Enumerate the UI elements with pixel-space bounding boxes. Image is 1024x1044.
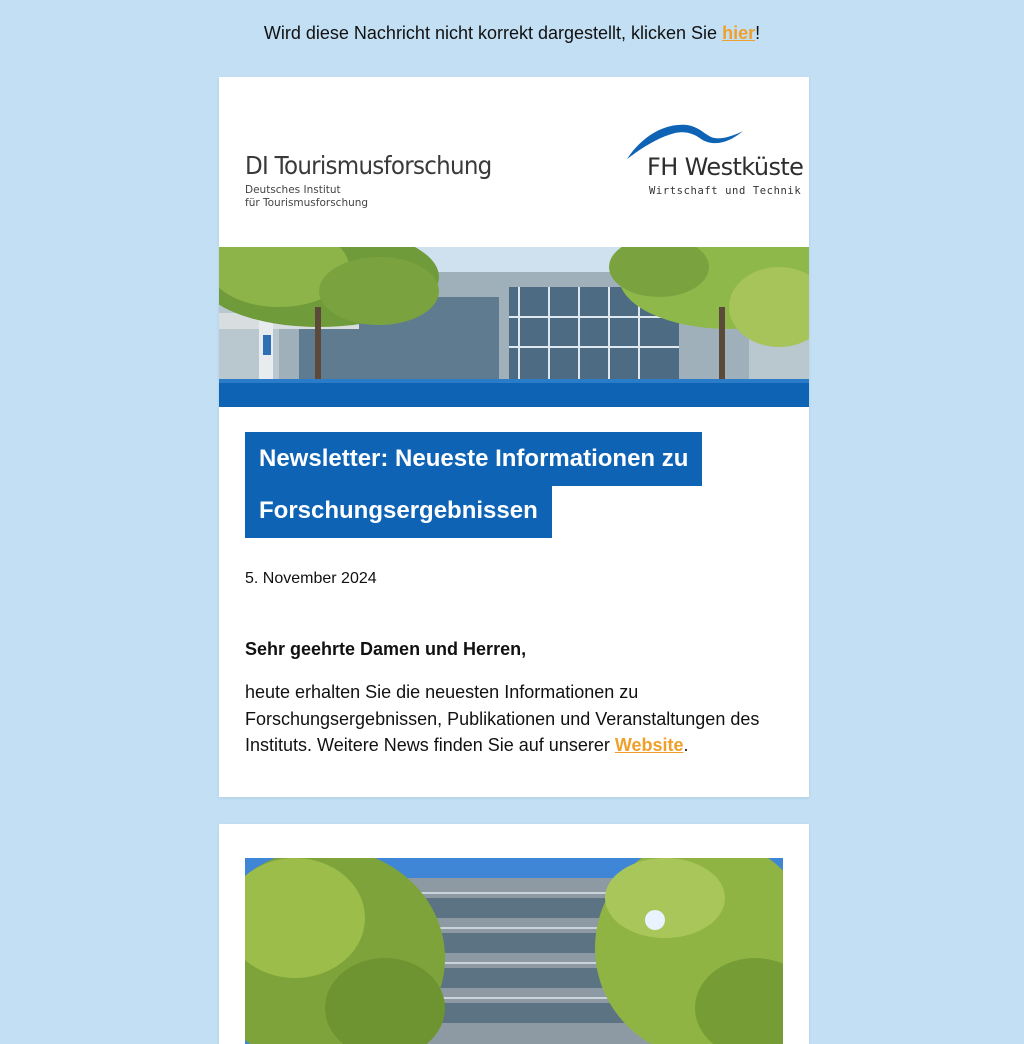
fh-logo-subline: Wirtschaft und Technik [649,185,802,197]
preheader-suffix: ! [755,23,761,43]
intro-suffix: . [683,735,689,755]
newsletter-card [219,77,809,797]
campus-building-photo [245,858,783,1044]
intro-paragraph [245,679,785,759]
newsletter-date: 5. November 2024 [245,570,377,587]
preheader [0,20,1024,46]
fh-westkueste-logo [625,121,804,201]
website-link[interactable]: Website [614,735,684,755]
title-line-1: Newsletter: Neueste Informationen zu [245,432,702,486]
fh-logo-name: FH Westküste [647,153,804,181]
di-logo-subline1: Deutsches Institut [245,184,341,196]
campus-banner-image [219,247,809,407]
preheader-text: Wird diese Nachricht nicht korrekt dargestellt, klicken Sie [263,23,723,43]
di-logo-name: DI Tourismusforschung [245,151,492,180]
article-card [219,824,809,1044]
greeting: Sehr geehrte Damen und Herren, [245,639,527,659]
view-in-browser-link[interactable]: hier [722,23,756,43]
di-logo-subline2: für Tourismusforschung [245,197,369,209]
di-tourismusforschung-logo [245,151,513,210]
title-line-2: Forschungsergebnissen [245,484,552,538]
newsletter-title [245,432,702,538]
intro-text: heute erhalten Sie die neuesten Informationen zu Forschungsergebnissen, Publikationen und Veranstaltungen des Instituts. Weitere News finden Sie auf unserer [245,682,760,755]
